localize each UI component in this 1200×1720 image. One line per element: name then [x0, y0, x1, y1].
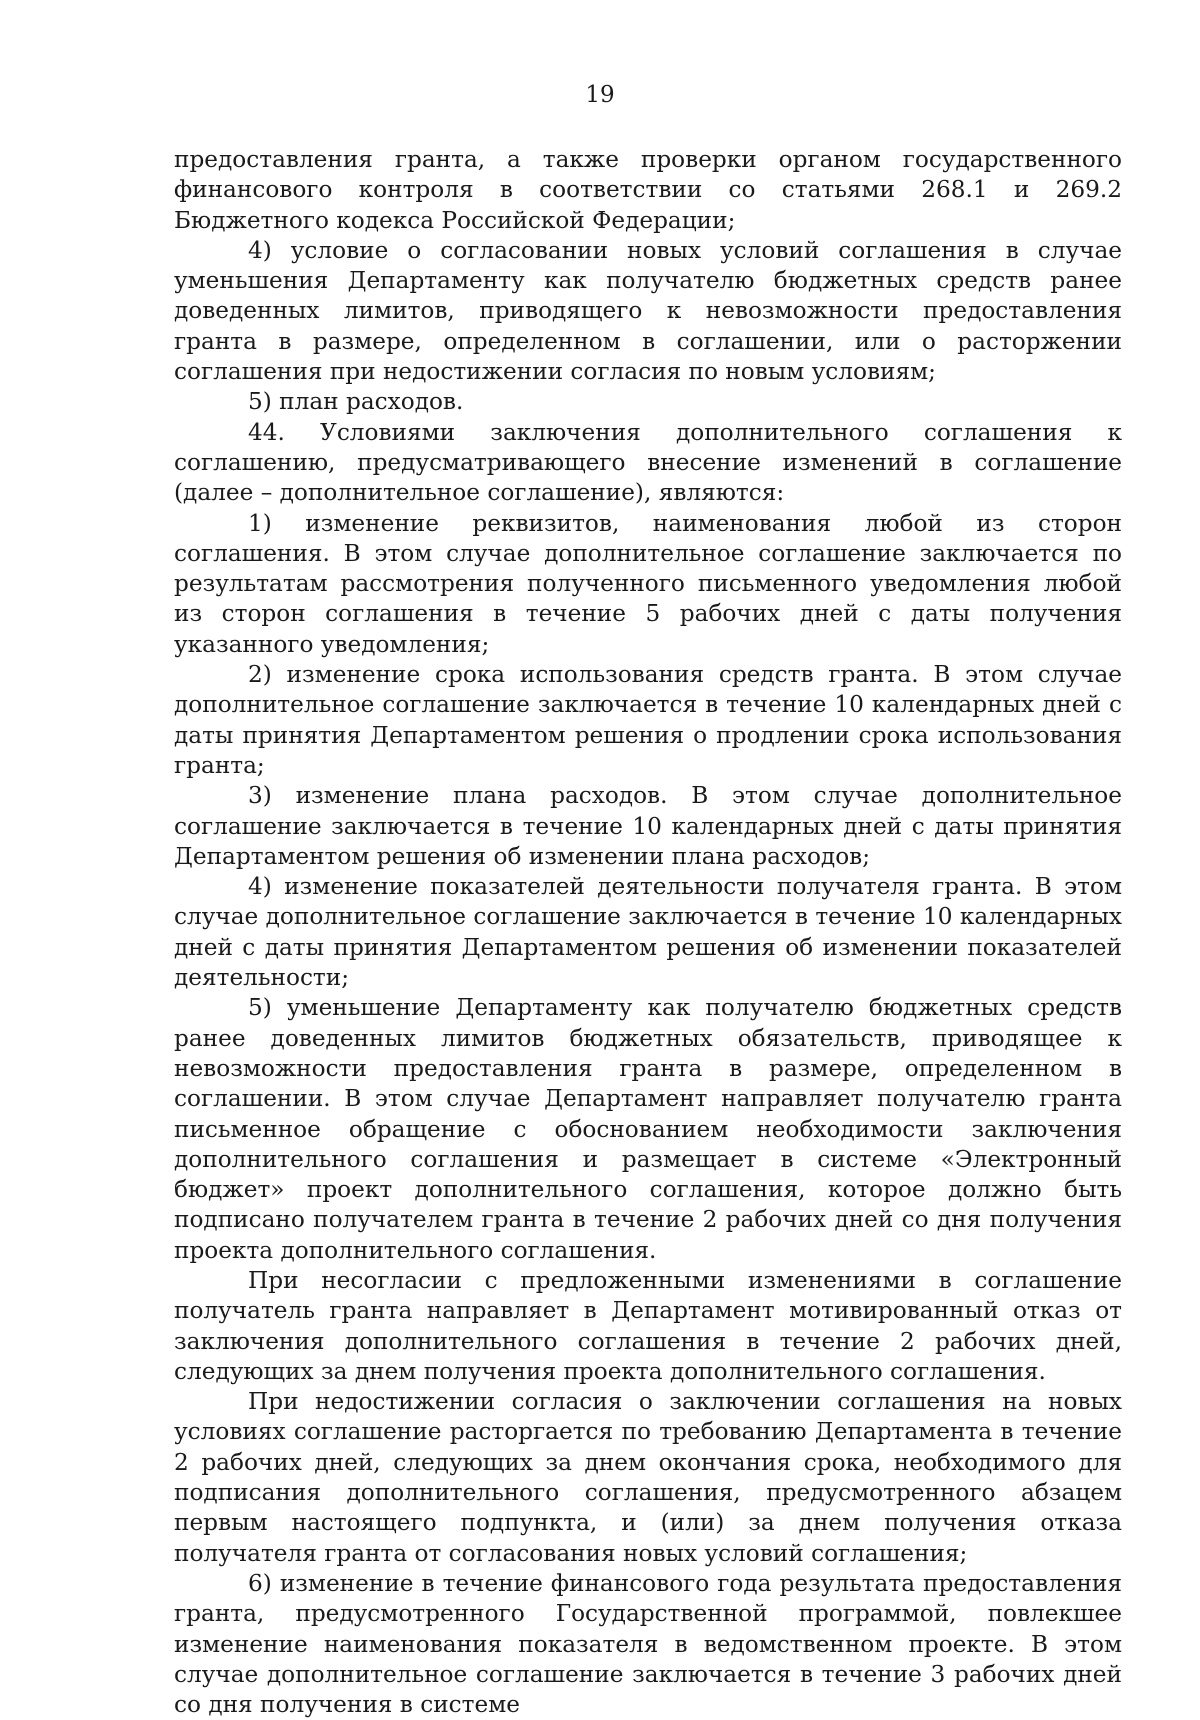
paragraph-termination: При недостижении согласия о заключении соглашения на новых условиях соглашение расторгается по требованию Департамента в течение 2 рабочих дней, следующих за днем окончания срока, необходимого для подписания дополнительного соглашения, предусмотренного абзацем первым настоящего подпункта, и (или) за днем получения отказа получателя гранта от согласования новых условий соглашения;	[174, 1388, 1122, 1567]
paragraph-item-5-expense-plan: 5) план расходов.	[248, 388, 464, 416]
paragraph-subitem-6: 6) изменение в течение финансового года результата предоставления гранта, предусмотренного Государственной программой, повлекшее изменение наименования показателя в ведомственном проекте. В этом случае дополнительное соглашение заключается в течение 3 рабочих дней со дня получения в системе	[174, 1569, 1122, 1719]
paragraph-subitem-3: 3) изменение плана расходов. В этом случае дополнительное соглашение заключается в течение 10 календарных дней с даты принятия Департаментом решения об изменении плана расходов;	[174, 782, 1122, 870]
paragraph-item-4-agreement-conditions: 4) условие о согласовании новых условий соглашения в случае уменьшения Департаменту как получателю бюджетных средств ранее доведенных лимитов, приводящего к невозможности предоставления гранта в размере, определенном в соглашении, или о расторжении соглашения при недостижении согласия по новым условиям;	[174, 236, 1122, 386]
paragraph-subitem-4: 4) изменение показателей деятельности получателя гранта. В этом случае дополнительное соглашение заключается в течение 10 календарных дней с даты принятия Департаментом решения об изменении показателей деятельности;	[174, 873, 1122, 992]
page-number: 19	[585, 82, 615, 108]
paragraph-disagreement: При несогласии с предложенными изменениями в соглашение получатель гранта направляет в Департамент мотивированный отказ от заключения дополнительного соглашения в течение 2 рабочих дней, следующих за днем получения проекта дополнительного соглашения.	[174, 1266, 1122, 1385]
document-body	[174, 145, 1122, 1720]
paragraph-subitem-5: 5) уменьшение Департаменту как получателю бюджетных средств ранее доведенных лимитов бюджетных обязательств, приводящее к невозможности предоставления гранта в размере, определенном в соглашении. В этом случае Департамент направляет получателю гранта письменное обращение с обоснованием необходимости заключения дополнительного соглашения и размещает в системе «Электронный бюджет» проект дополнительного соглашения, которое должно быть подписано получателем гранта в течение 2 рабочих дней со дня получения проекта дополнительного соглашения.	[174, 994, 1122, 1264]
paragraph-continuation: предоставления гранта, а также проверки органом государственного финансового контроля в соответствии со статьями 268.1 и 269.2 Бюджетного кодекса Российской Федерации;	[174, 146, 1122, 234]
paragraph-subitem-1: 1) изменение реквизитов, наименования любой из сторон соглашения. В этом случае дополнительное соглашение заключается по результатам рассмотрения полученного письменного уведомления любой из сторон соглашения в течение 5 рабочих дней с даты получения указанного уведомления;	[174, 509, 1122, 658]
paragraph-subitem-2: 2) изменение срока использования средств гранта. В этом случае дополнительное соглашение заключается в течение 10 календарных дней с даты принятия Департаментом решения о продлении срока использования гранта;	[174, 661, 1122, 779]
paragraph-clause-44: 44. Условиями заключения дополнительного соглашения к соглашению, предусматривающего внесение изменений в соглашение (далее – дополнительное соглашение), являются:	[174, 418, 1122, 507]
